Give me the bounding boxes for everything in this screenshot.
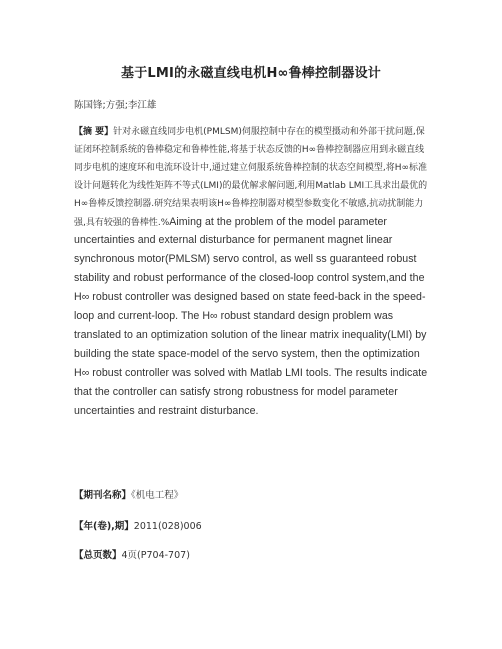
page-count-row [74,547,190,561]
journal-value: 《机电工程》 [131,490,184,501]
page-count-label: 【总页数】 [74,550,122,561]
abstract-paragraph [74,124,430,422]
paper-authors: 陈国锋;方强;李江雄 [74,100,157,111]
abstract-english-text: Aiming at the problem of the model parameter uncertainties and external disturbance for permanent magnet linear synchronous motor(PMLSM) servo control, as well ss guaranteed robust stability and robust performance of the closed-loop control system,and the H∞ robust controller was designed based on state feed-back in the speed-loop and current-loop. The H∞ robust standard design problem was translated to an optimization solution of the linear matrix inequality(LMI) by building the state space-model of the servo system, then the optimization H∞ robust controller was solved with Matlab LMI tools. The results indicate that the controller can satisfy strong robustness for model parameter uncertainties and restraint disturbance. [74,215,428,417]
paper-title: 基于LMI的永磁直线电机H∞鲁棒控制器设计 [121,66,381,81]
journal-label: 【期刊名称】 [74,490,132,501]
year-issue-row [74,518,202,532]
journal-row [74,487,183,501]
page-count-value: 4页(P704-707) [121,550,190,561]
abstract-label: 【摘 要】 [74,127,114,137]
year-issue-label: 【年(卷),期】 [74,521,134,532]
year-issue-value: 2011(028)006 [133,521,202,532]
abstract-chinese-text: 针对永磁直线同步电机(PMLSM)伺服控制中存在的模型摄动和外部干扰问题,保证闭环控制系统的鲁棒稳定和鲁棒性能,将基于状态反馈的H∞鲁棒控制器应用到永磁直线同步电机的速度环和电流环设计中,通过建立伺服系统鲁棒控制的状态空间模型,将H∞标准设计问题转化为线性矩阵不等式(LMI)的最优解求解问题,利用Matlab LMI工具求出最优的H∞鲁棒反馈控制器.研究结果表明该H∞鲁棒控制器对模型参数变化不敏感,抗动扰制能力强,具有较强的鲁棒性.% [74,127,428,228]
